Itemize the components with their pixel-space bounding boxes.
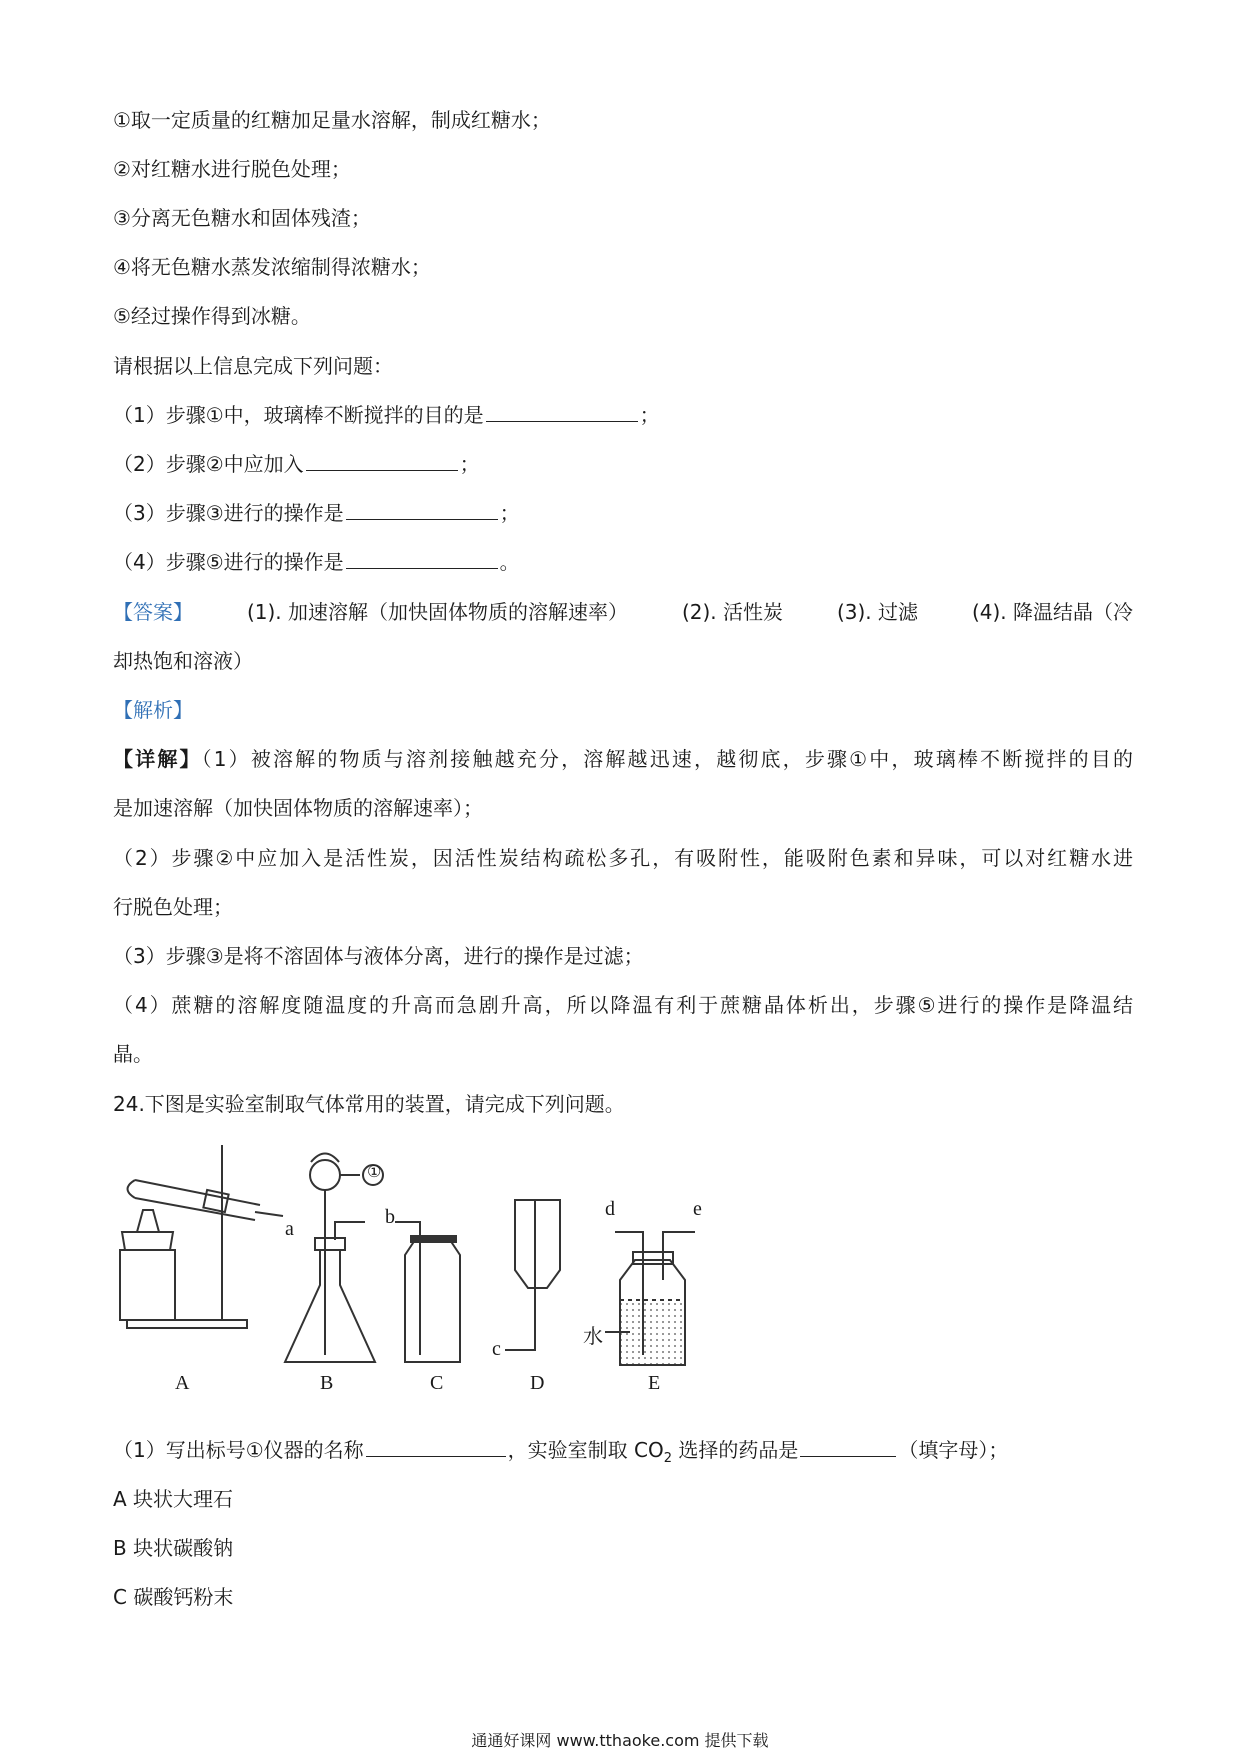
answer-blank[interactable] [346,548,498,569]
detail-p4-line2: 晶。 [113,1042,153,1066]
page-footer: 通通好课网 www.tthaoke.com 提供下载 [471,1731,769,1750]
step-4: ④将无色糖水蒸发浓缩制得浓糖水； [113,255,431,279]
answer-blank[interactable] [800,1436,896,1457]
alcohol-lamp [122,1232,173,1250]
question-3 [113,499,520,527]
answer-continuation: 却热饱和溶液） [113,649,253,673]
flask-body [285,1250,375,1362]
detail-p1-line2: 是加速溶解（加快固体物质的溶解速率）； [113,796,483,820]
detail-p4-line1: （4）蔗糖的溶解度随温度的升高而急剧升高，所以降温有利于蔗糖晶体析出，步骤⑤进行的操作是降温结 [113,993,1133,1017]
answer-line [113,598,1133,626]
clamp [203,1190,228,1212]
tube-a [255,1212,283,1216]
detail-p1-line1 [113,745,1133,773]
detail-p1-text: （1）被溶解的物质与溶剂接触越充分，溶解越迅速，越彻底，步骤①中，玻璃棒不断搅拌的目的 [201,747,1133,771]
q24-1-text-c: 选择的药品是 [672,1438,799,1462]
question-1-end: ； [639,403,660,427]
option-b: B 块状碳酸钠 [113,1536,234,1560]
detail-p2-line2: 行脱色处理； [113,895,233,919]
question-4 [113,548,520,576]
bottle-e-stopper [633,1252,673,1264]
funnel-bulb [310,1160,340,1190]
detail-p3: （3）步骤③是将不溶固体与液体分离，进行的操作是过滤； [113,944,644,968]
question-4-text: （4）步骤⑤进行的操作是 [113,550,344,574]
apparatus-label-b: B [320,1372,334,1394]
answer-item-4: (4). 降温结晶（冷 [971,600,1133,624]
question-2 [113,450,480,478]
step-3: ③分离无色糖水和固体残渣； [113,206,371,230]
step-2: ②对红糖水进行脱色处理； [113,157,351,181]
apparatus-label-e: E [648,1372,661,1394]
mark-d: d [605,1198,615,1220]
mark-water: 水 [583,1326,603,1348]
question-1 [113,401,660,429]
answer-blank[interactable] [366,1436,506,1457]
mark-one: ① [367,1164,382,1181]
answer-item-1: (1). 加速溶解（加快固体物质的溶解速率） [246,600,628,624]
co2-subscript: 2 [663,1451,673,1466]
q24-1-text-a: （1）写出标号①仪器的名称 [113,1438,364,1462]
option-a: A 块状大理石 [113,1487,234,1511]
answer-blank[interactable] [306,450,458,471]
wood-block [120,1250,175,1320]
prompt: 请根据以上信息完成下列问题： [113,354,393,378]
question-3-text: （3）步骤③进行的操作是 [113,501,344,525]
question-4-end: 。 [499,550,520,574]
mark-c: c [492,1338,501,1360]
question-3-end: ； [499,501,520,525]
bottle-d [515,1200,560,1288]
answer-tag: 【答案】 [113,600,193,624]
bottle-c-lid [411,1236,456,1242]
apparatus-label-c: C [430,1372,444,1394]
answer-item-3: (3). 过滤 [836,600,918,624]
apparatus-label-a: A [175,1372,190,1394]
mark-e: e [693,1198,702,1220]
detail-p2-line1: （2）步骤②中应加入是活性炭，因活性炭结构疏松多孔，有吸附性，能吸附色素和异味，可以对红糖水进 [113,846,1133,870]
question-24-1 [113,1436,1008,1473]
apparatus-diagram [115,1140,835,1400]
step-5: ⑤经过操作得到冰糖。 [113,304,311,328]
tube-c [505,1200,535,1350]
stand-base [127,1320,247,1328]
step-1: ①取一定质量的红糖加足量水溶解，制成红糖水； [113,108,551,132]
mark-a: a [285,1218,294,1240]
analysis-tag: 【解析】 [113,698,193,722]
lamp-wick [137,1210,159,1232]
mark-b: b [385,1206,395,1228]
question-24-title: 24.下图是实验室制取气体常用的装置，请完成下列问题。 [113,1092,625,1116]
bottle-c [405,1240,460,1362]
detail-tag: 【详解】 [113,747,202,771]
q24-1-text-b: ，实验室制取 CO [507,1438,664,1462]
q24-1-text-d: （填字母）； [898,1438,1009,1462]
question-2-text: （2）步骤②中应加入 [113,452,304,476]
answer-blank[interactable] [486,401,638,422]
water-fill [621,1301,684,1364]
flask-stopper [315,1238,345,1250]
question-1-text: （1）步骤①中，玻璃棒不断搅拌的目的是 [113,403,484,427]
answer-blank[interactable] [346,499,498,520]
apparatus-label-d: D [530,1372,545,1394]
question-2-end: ； [459,452,480,476]
answer-item-2: (2). 活性炭 [681,600,783,624]
test-tube-end [128,1180,136,1198]
option-c: C 碳酸钙粉末 [113,1585,234,1609]
lab-apparatus-figure [115,1140,835,1400]
